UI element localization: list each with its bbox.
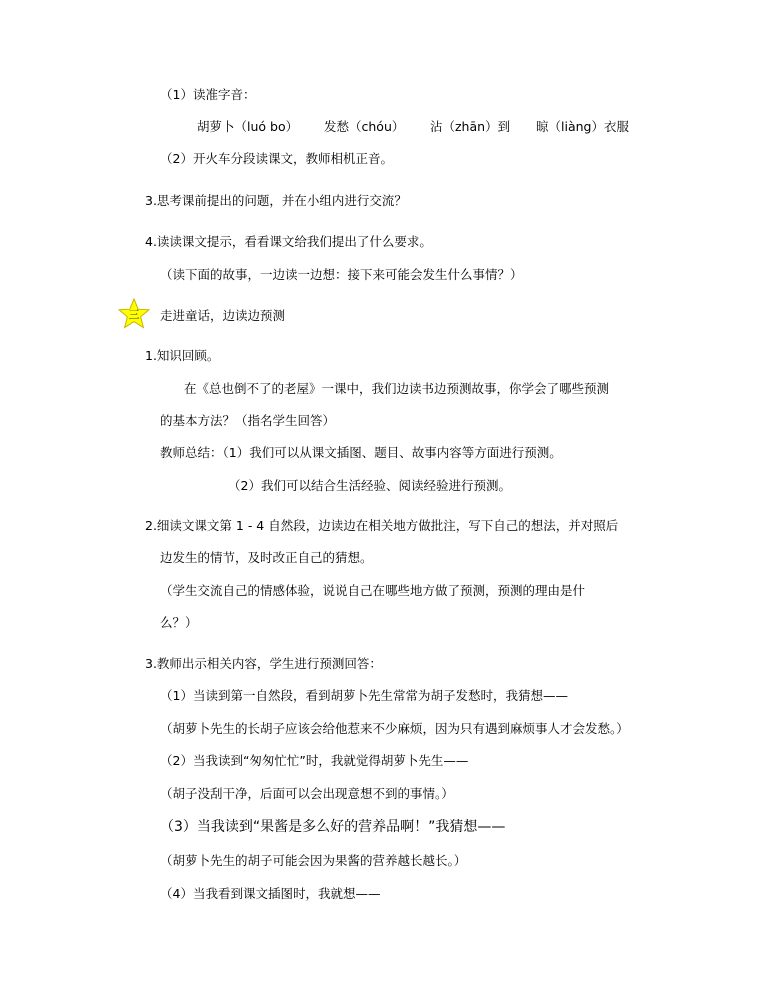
text-line: 4.读读课文提示，看看课文给我们提出了什么要求。 xyxy=(145,234,432,249)
text-line: （2）开火车分段读课文，教师相机正音。 xyxy=(160,151,393,166)
pinyin-word-3: 沾（zhān）到 xyxy=(430,119,511,134)
pinyin-word-4: 晾（liàng）衣服 xyxy=(536,119,629,134)
text-line: （2）我们可以结合生活经验、阅读经验进行预测。 xyxy=(228,478,511,493)
read-pronunciation-heading: （1）读准字音： xyxy=(160,87,256,102)
text-line: 3.教师出示相关内容，学生进行预测回答： xyxy=(145,656,382,671)
text-line: （胡萝卜先生的长胡子应该会给他惹来不少麻烦，因为只有遇到麻烦事人才会发愁。） xyxy=(160,721,629,736)
text-line: 3.思考课前提出的问题，并在小组内进行交流？ xyxy=(145,193,407,208)
text-line: 教师总结：（1）我们可以从课文插图、题目、故事内容等方面进行预测。 xyxy=(160,445,562,460)
text-line: 在《总也倒不了的老屋》一课中，我们边读书边预测故事，你学会了哪些预测 xyxy=(184,381,610,396)
text-line: （3）当我读到“果酱是多么好的营养品啊！”我猜想—— xyxy=(160,819,506,835)
text-line: （读下面的故事，一边读一边想：接下来可能会发生什么事情？） xyxy=(160,267,523,282)
section-number: 三 xyxy=(128,308,140,321)
text-line: 么？） xyxy=(160,615,198,630)
text-line: （2）当我读到“匆匆忙忙”时，我就觉得胡萝卜先生—— xyxy=(160,753,469,768)
text-line: 的基本方法？（指名学生回答） xyxy=(160,413,336,428)
text-line: （4）当我看到课文插图时，我就想—— xyxy=(160,886,381,901)
text-line: 1.知识回顾。 xyxy=(145,348,220,363)
section-marker xyxy=(118,298,150,330)
text-line: 2.细读文课文第 1 - 4 自然段，边读边在相关地方做批注，写下自己的想法，并对照后 xyxy=(145,518,619,533)
text-line: （胡子没刮干净，后面可以会出现意想不到的事情。） xyxy=(160,786,454,801)
pinyin-word-1: 胡萝卜（luó bo） xyxy=(197,119,299,134)
text-line: 边发生的情节，及时改正自己的猜想。 xyxy=(160,550,373,565)
section-title: 走进童话，边读边预测 xyxy=(160,308,286,323)
text-line: （胡萝卜先生的胡子可能会因为果酱的营养越长越长。） xyxy=(160,853,467,868)
pinyin-word-2: 发愁（chóu） xyxy=(324,119,405,134)
text-line: （1）当读到第一自然段，看到胡萝卜先生常常为胡子发愁时，我猜想—— xyxy=(160,688,568,703)
text-line: （学生交流自己的情感体验，说说自己在哪些地方做了预测，预测的理由是什 xyxy=(160,583,586,598)
